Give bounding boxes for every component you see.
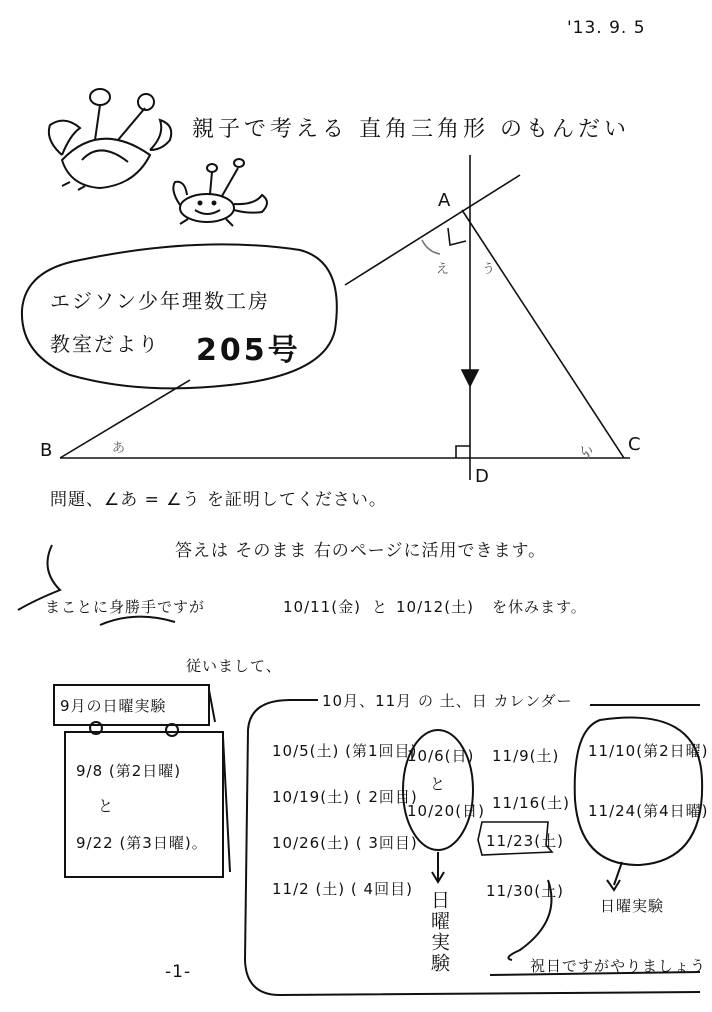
calendar-sunday-nov-1: 11/10(第2日曜) [588, 742, 709, 760]
angle-label-a: あ [112, 441, 126, 456]
holiday-prefix: まことに身勝手ですが [45, 598, 206, 616]
therefore-text: 従いまして、 [186, 657, 282, 675]
calendar-saturday-1: 10/5(土) (第1回目) [272, 742, 418, 760]
vertex-label-a: A [438, 190, 451, 211]
calendar-saturday-3: 10/26(土) ( 3回目) [272, 834, 418, 852]
calendar-november-4: 11/30(土) [486, 882, 564, 900]
issue-number: 205号 [196, 333, 301, 368]
september-line-2: 9/22 (第3日曜)。 [76, 834, 208, 852]
angle-label-e: え [436, 262, 450, 277]
angle-label-u: う [482, 262, 496, 277]
vertex-label-b: B [40, 440, 53, 461]
september-header: 9月の日曜実験 [60, 697, 167, 715]
calendar-saturday-2: 10/19(土) ( 2回目) [272, 788, 418, 806]
vertex-label-d: D [475, 466, 489, 487]
answer-note: 答えは そのまま 右のページに活用できます。 [175, 541, 547, 561]
vertex-label-c: C [628, 434, 641, 455]
calendar-title: 10月、11月 の 土、日 カレンダー [322, 692, 573, 710]
holiday-suffix: を休みます。 [492, 598, 587, 616]
page-number: -1- [165, 962, 192, 982]
sunday-experiment-label: 日曜実験 [600, 897, 665, 915]
problem-statement: 問題、∠あ = ∠う を証明してください。 [50, 490, 387, 510]
calendar-sunday-nov-2: 11/24(第4日曜) [588, 802, 709, 820]
crab-illustration-large [49, 89, 171, 190]
page-title: 親子で考える 直角三角形 のもんだい [192, 117, 630, 142]
calendar-sunday-and: と [430, 775, 447, 793]
date-stamp: '13. 9. 5 [567, 18, 646, 38]
calendar-sunday-1: 10/6(日) [407, 747, 475, 765]
bubble-line-1: エジソン少年理数工房 [50, 289, 270, 313]
september-and: と [98, 797, 115, 815]
holiday-date-1: 10/11(金) [283, 598, 361, 616]
calendar-november-3: 11/23(土) [486, 832, 564, 850]
calendar-november-2: 11/16(土) [492, 794, 570, 812]
holiday-date-2: 10/12(土) [396, 598, 474, 616]
calendar-saturday-4: 11/2 (土) ( 4回目) [272, 880, 413, 898]
angle-label-i: い [580, 444, 594, 459]
calendar-sunday-2: 10/20(日) [407, 802, 485, 820]
crab-illustration-small [173, 159, 267, 226]
holiday-note: 祝日ですがやりましょう [530, 957, 707, 975]
sunday-experiment-vertical: 日曜実験 [428, 890, 450, 974]
calendar-november-1: 11/9(土) [492, 747, 560, 765]
september-content-box [65, 732, 223, 877]
holiday-connector: と [372, 598, 389, 616]
september-line-1: 9/8 (第2日曜) [76, 762, 182, 780]
wavy-mark [100, 617, 175, 625]
bubble-line-2: 教室だより [50, 332, 160, 356]
triangle-figure [60, 155, 630, 480]
